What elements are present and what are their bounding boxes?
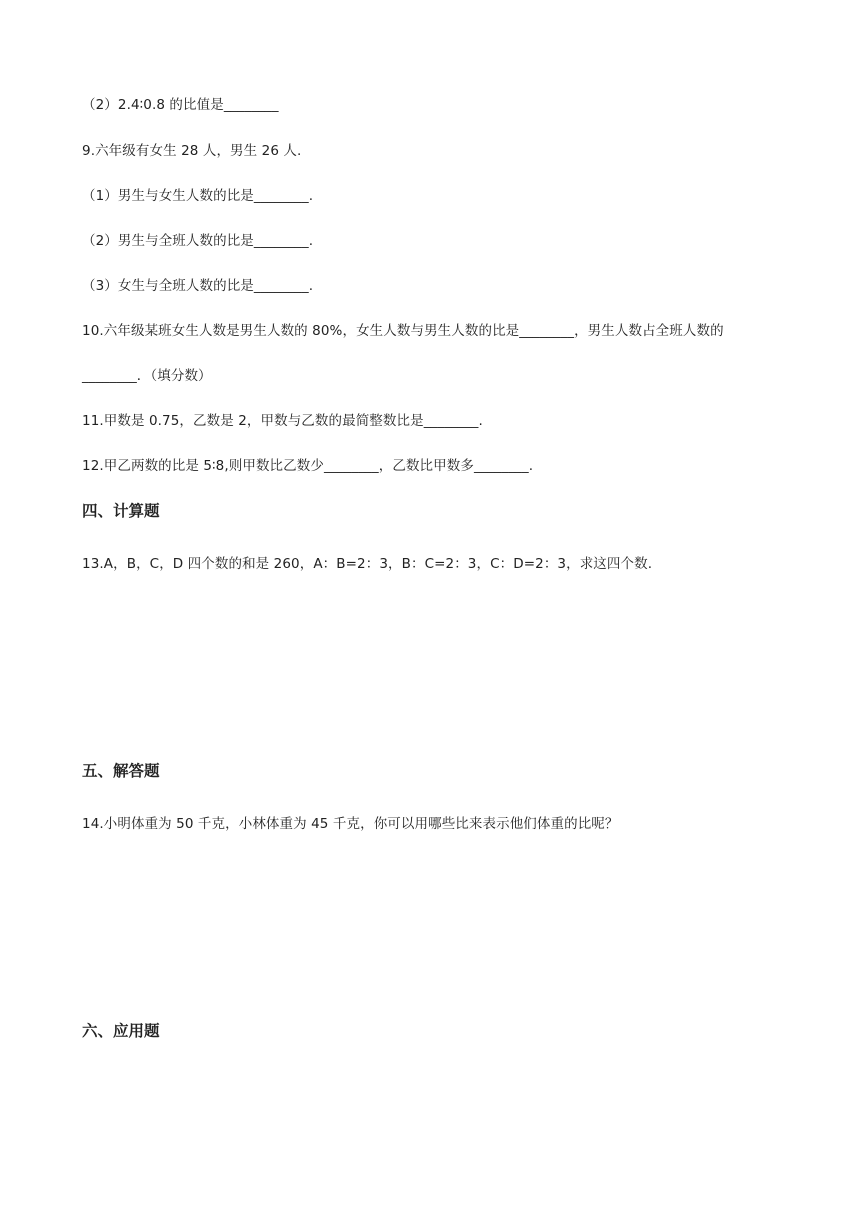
- question-9-part-1: （1）男生与女生人数的比是________.: [82, 188, 314, 204]
- question-9-part-2: （2）男生与全班人数的比是________.: [82, 233, 314, 249]
- question-9-part-3: （3）女生与全班人数的比是________.: [82, 278, 314, 294]
- question-8-part-2: （2）2.4∶0.8 的比值是________: [82, 97, 279, 113]
- question-9: 9.六年级有女生 28 人，男生 26 人.: [82, 143, 302, 159]
- question-14: 14.小明体重为 50 千克，小林体重为 45 千克，你可以用哪些比来表示他们体重的比呢？: [82, 816, 619, 832]
- section-heading-applied: 六、应用题: [82, 1022, 160, 1040]
- question-12: 12.甲乙两数的比是 5∶8,则甲数比乙数少________，乙数比甲数多________.: [82, 458, 534, 474]
- question-10-line-1: 10.六年级某班女生人数是男生人数的 80%，女生人数与男生人数的比是________，男生人数占全班人数的: [82, 323, 724, 339]
- section-heading-calculation: 四、计算题: [82, 502, 160, 520]
- section-heading-answer: 五、解答题: [82, 762, 160, 780]
- question-13: 13.A，B，C，D 四个数的和是 260，A：B=2：3，B：C=2：3，C：D=2：3，求这四个数.: [82, 556, 653, 572]
- question-10-line-2: ________．（填分数）: [82, 368, 212, 384]
- question-11: 11.甲数是 0.75，乙数是 2，甲数与乙数的最简整数比是________.: [82, 413, 483, 429]
